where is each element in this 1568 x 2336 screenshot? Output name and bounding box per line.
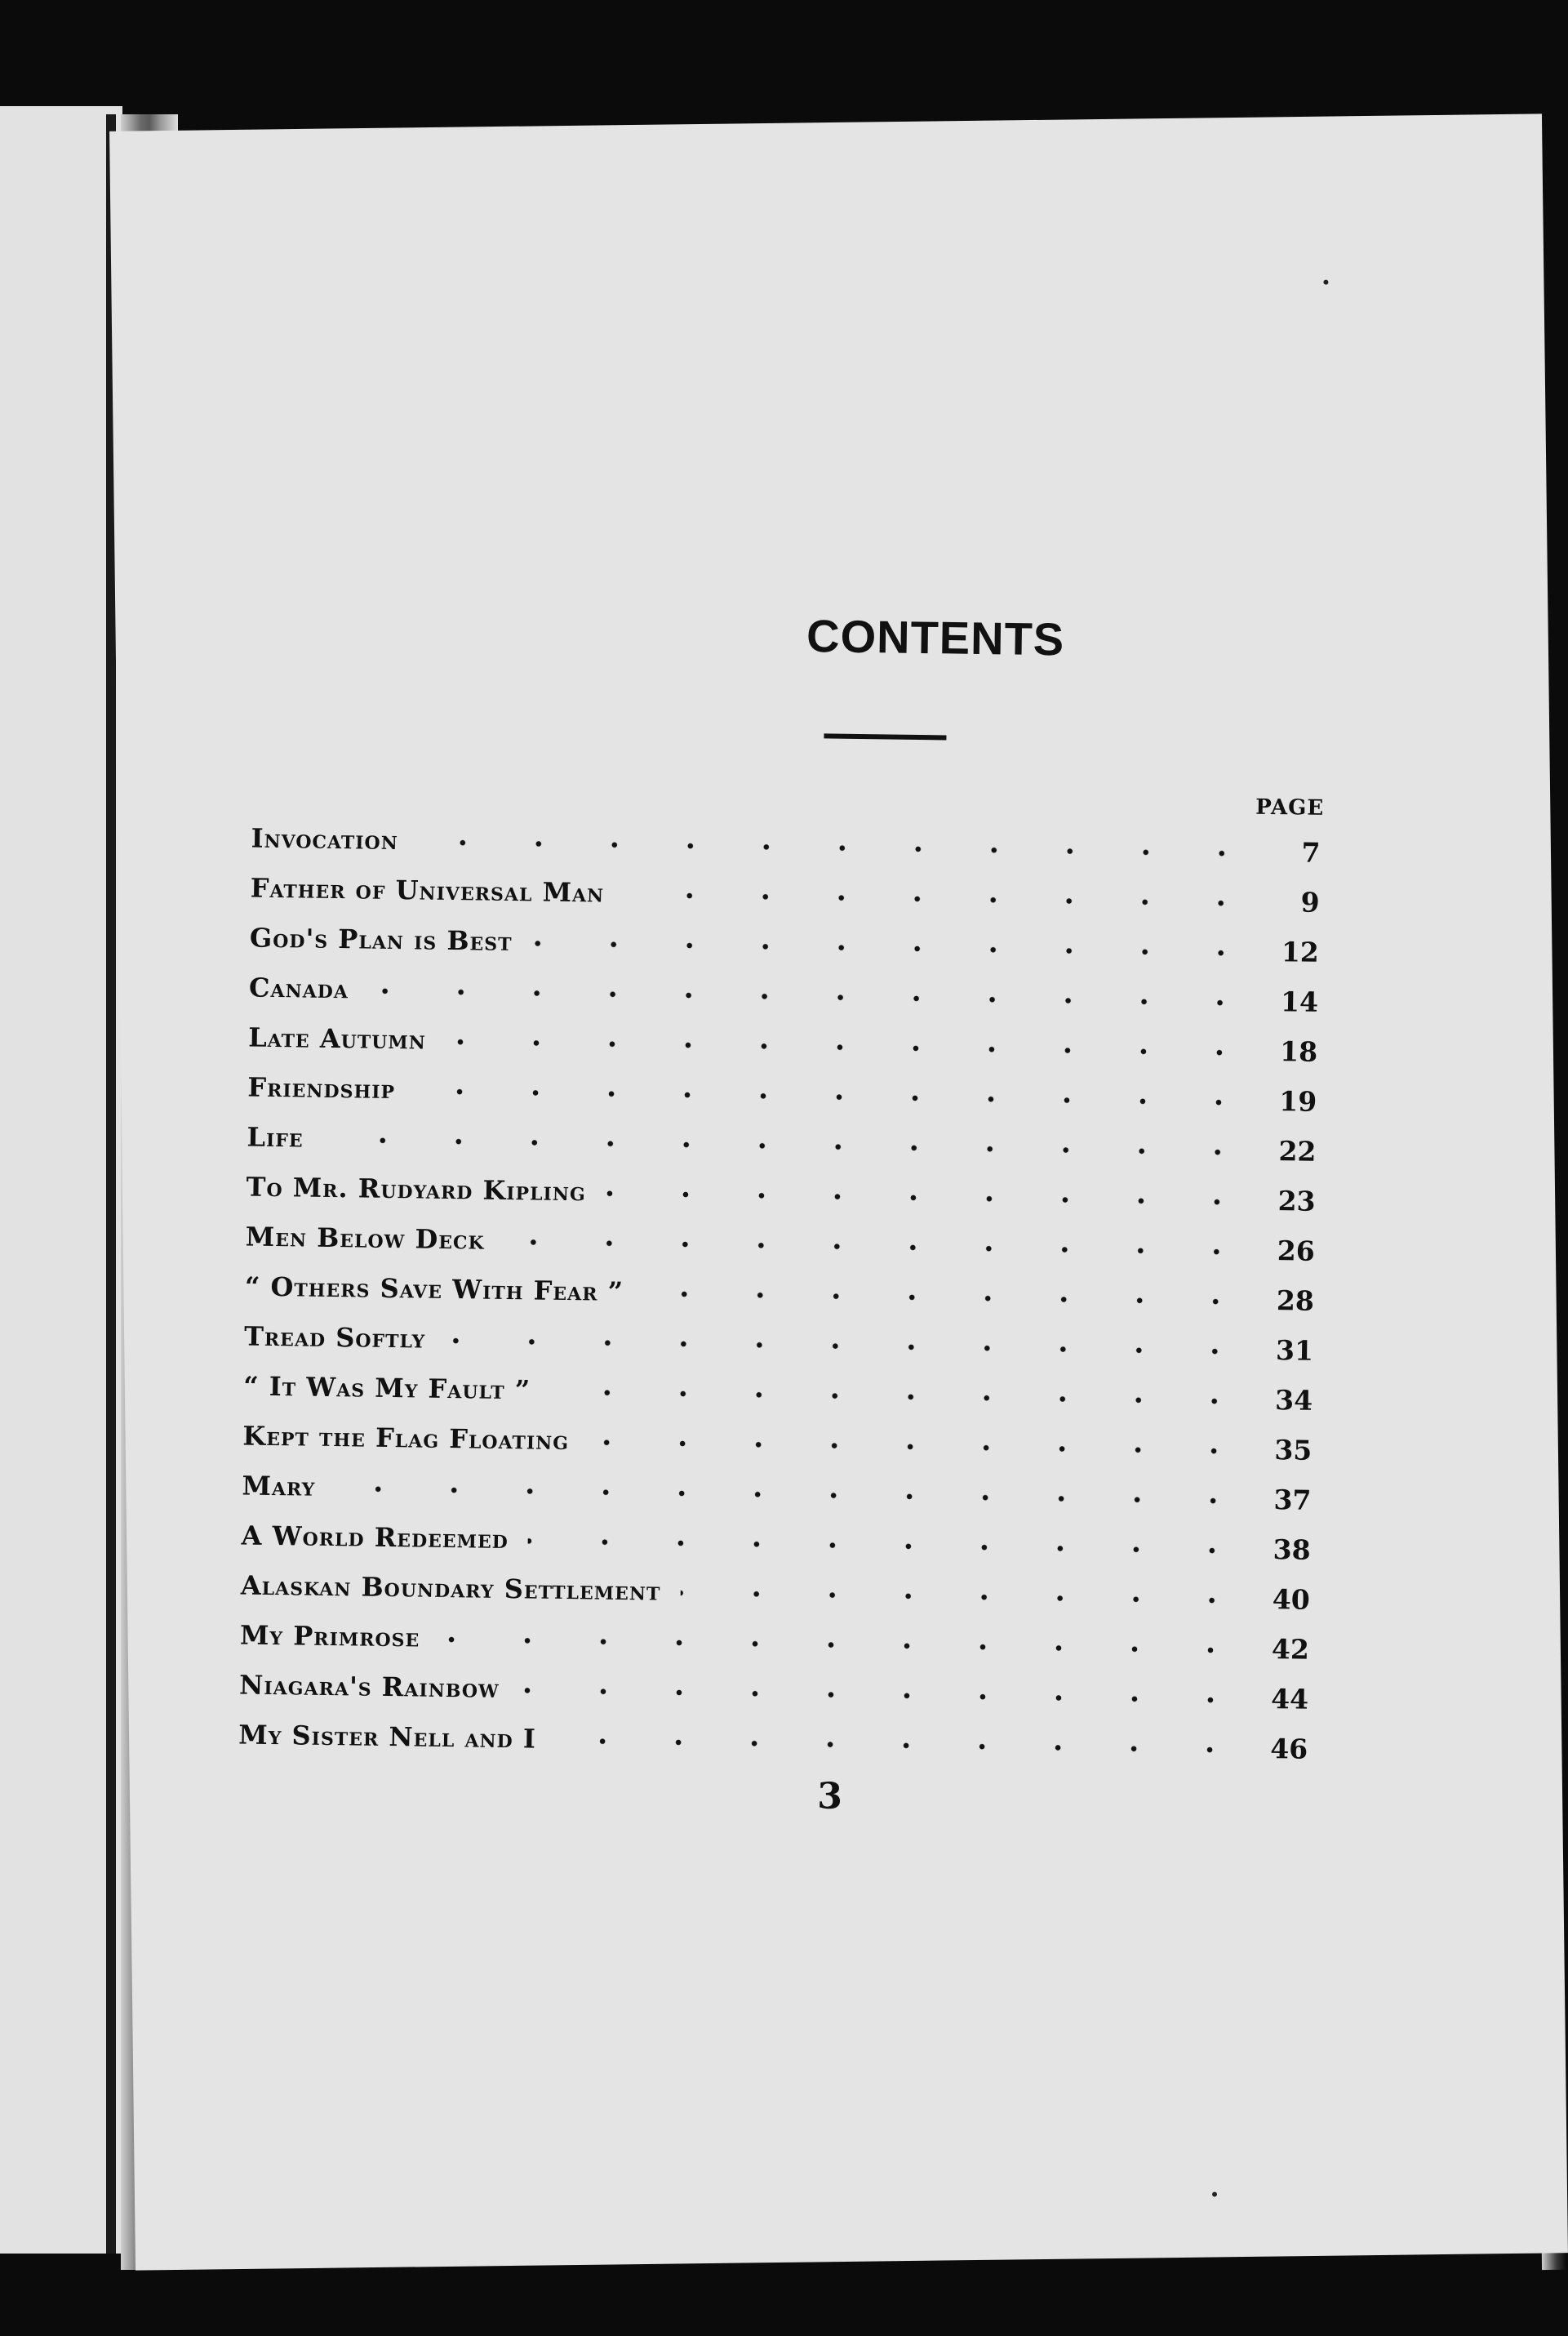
dot-leader	[415, 1085, 1256, 1108]
ink-speck	[1323, 280, 1328, 285]
toc-entry-page-number: 42	[1271, 1633, 1310, 1666]
dot-leader	[519, 1684, 1249, 1706]
toc-entry-page-number: 34	[1274, 1384, 1313, 1417]
dot-leader	[528, 1535, 1250, 1556]
ink-speck	[1212, 2191, 1217, 2196]
toc-entry-title: Alaskan Boundary Settlement	[240, 1569, 661, 1607]
dot-leader	[418, 836, 1260, 859]
page-column-label: PAGE	[1255, 794, 1325, 821]
page-number: 3	[816, 1775, 843, 1818]
dot-leader	[606, 1188, 1255, 1208]
dot-leader	[550, 1386, 1252, 1408]
toc-entry-title: Niagara's Rainbow	[238, 1669, 500, 1704]
dot-leader	[439, 1634, 1249, 1657]
toc-entry-page-number: 40	[1272, 1583, 1311, 1616]
toc-entry-page-number: 19	[1279, 1085, 1317, 1118]
toc-entry-title: Tread Softly	[243, 1320, 426, 1355]
toc-entry-page-number: 31	[1275, 1334, 1314, 1367]
dot-leader	[446, 1036, 1257, 1059]
toc-entry-title: Late Autumn	[247, 1021, 427, 1056]
toc-entry-page-number: 44	[1270, 1683, 1309, 1715]
toc-entry-page-number: 26	[1277, 1235, 1315, 1267]
contents-page	[109, 113, 1568, 2270]
dot-leader	[368, 986, 1258, 1009]
toc-entry-title: To Mr. Rudyard Kipling	[246, 1171, 587, 1208]
toc-entry-title: Canada	[248, 972, 349, 1005]
toc-entry-page-number: 9	[1300, 886, 1320, 919]
heading-rule	[824, 733, 946, 740]
contents-content	[223, 120, 1558, 2277]
toc-entry-page-number: 28	[1276, 1284, 1315, 1317]
toc-entry-title: A World Redeemed	[241, 1520, 509, 1555]
toc-entry-page-number: 46	[1269, 1733, 1308, 1765]
toc-entry-page-number: 18	[1279, 1035, 1318, 1068]
toc-entry-title: Father of Universal Man	[250, 872, 605, 909]
toc-entry-title: My Sister Nell and I	[238, 1719, 537, 1755]
dot-leader	[556, 1735, 1248, 1756]
dot-leader	[589, 1436, 1251, 1457]
toc-entry-title: Life	[247, 1121, 304, 1154]
toc-entry-title: Friendship	[247, 1071, 396, 1106]
toc-entry-title: God's Plan is Best	[249, 922, 513, 958]
toc-entry-title: “ It Was My Fault ”	[243, 1370, 531, 1406]
dot-leader	[335, 1483, 1250, 1507]
toc-entry-page-number: 37	[1273, 1484, 1312, 1516]
dot-leader	[643, 1288, 1254, 1307]
dot-leader	[624, 889, 1259, 910]
dot-leader	[504, 1236, 1255, 1258]
toc-entry-title: Kept the Flag Floating	[242, 1420, 570, 1457]
contents-list	[238, 804, 1321, 1765]
facing-page-sliver	[0, 106, 122, 2254]
toc-entry-title: My Primrose	[239, 1619, 420, 1653]
toc-entry-page-number: 14	[1280, 986, 1319, 1018]
toc-entry-page-number: 23	[1277, 1185, 1316, 1217]
toc-entry-title: Invocation	[251, 822, 399, 857]
toc-entry-page-number: 7	[1301, 836, 1321, 869]
toc-entry-page-number: 22	[1278, 1135, 1317, 1168]
dot-leader	[531, 937, 1258, 959]
dot-leader	[680, 1587, 1250, 1607]
toc-entry-page-number: 38	[1273, 1533, 1311, 1566]
toc-entry-title: Men Below Deck	[245, 1221, 485, 1256]
contents-heading: CONTENTS	[806, 610, 1065, 665]
dot-leader	[445, 1335, 1253, 1358]
toc-entry-title: Mary	[242, 1470, 316, 1502]
toc-entry-page-number: 12	[1281, 936, 1320, 968]
toc-entry-title: “ Others Save With Fear ”	[244, 1270, 624, 1307]
toc-entry-page-number: 35	[1274, 1434, 1313, 1466]
